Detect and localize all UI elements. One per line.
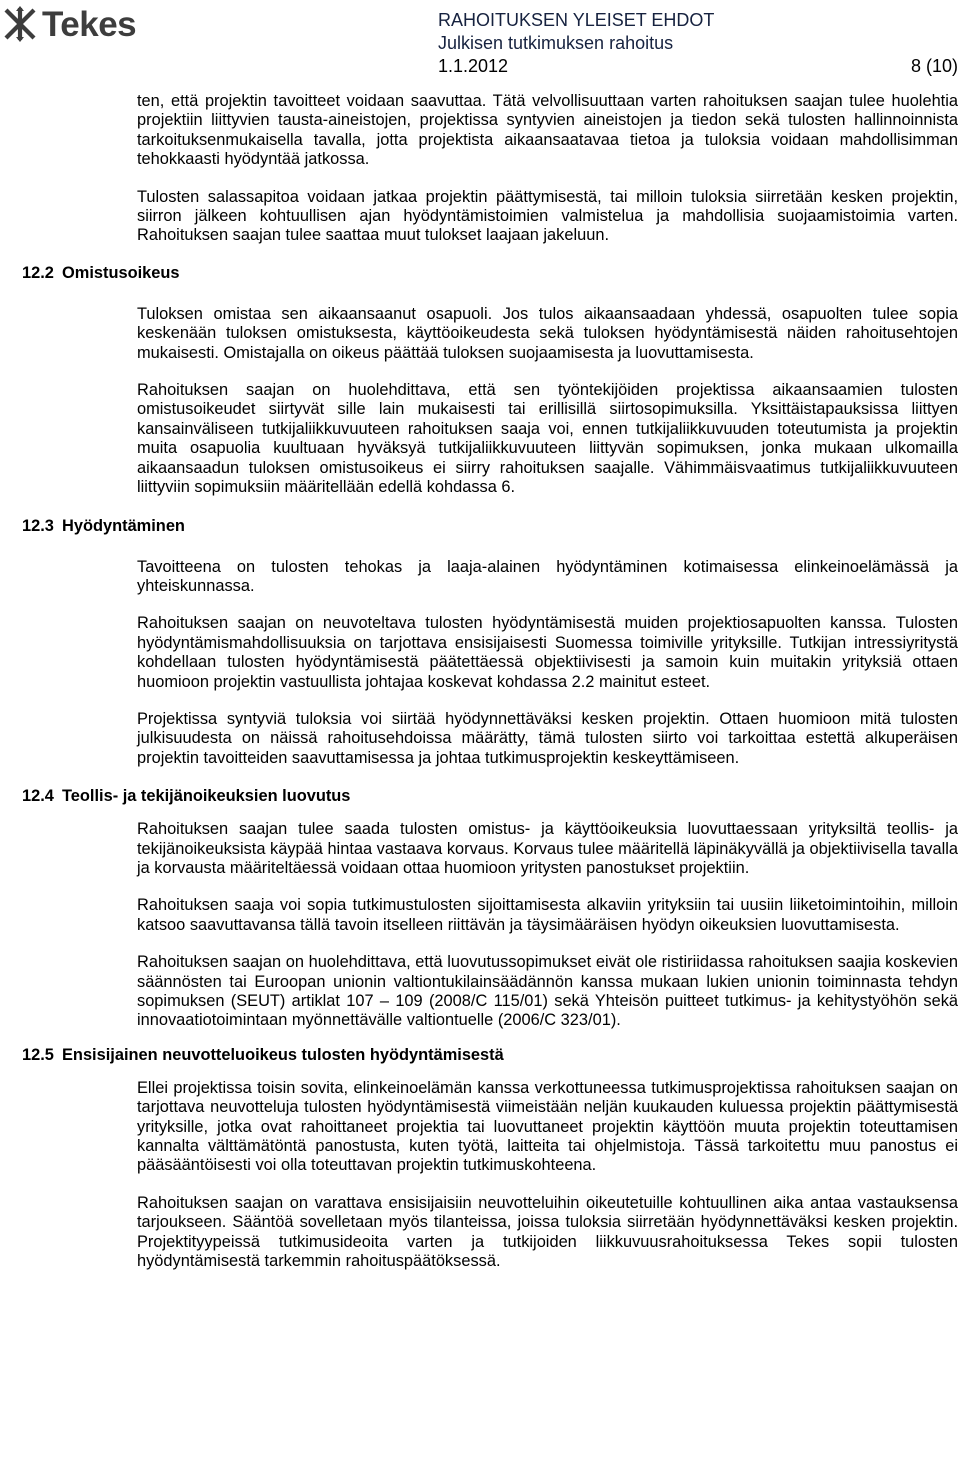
- section-paragraph: Rahoituksen saajan on huolehdittava, että sen työntekijöiden projektissa aikaansaamien tulosten omistusoikeudet siirtyvät sille lain mukaisesti tai erillisillä siirtosopimuksilla. Yksittäistapauksissa liittyen kansainväliseen tutkijaliikkuvuuteen rahoituksen saaja voi, ennen tutkijaliikkuvuuden toteutumista ja projektin muita osapuolia kuultuaan hyväksyä tutkijaliikkuvuuteen liittyvän sopimuksen, jonka mukaan ulkomailla aikaansaadun tuloksen omistusoikeus ei siirry rahoituksen saajalle. Vähimmäisvaatimus tutkijaliikkuvuuteen liittyviin sopimuksiin määritellään edellä kohdassa 6.: [137, 381, 958, 497]
- section-paragraph: Ellei projektissa toisin sovita, elinkeinoelämän kanssa verkottuneessa tutkimusprojektissa rahoituksen saajan on tarjottava neuvotteluja tulosten hyödyntämisestä viimeistään neljän kuukauden kuluessa projektin päättymisestä yrityksille, jotka ovat rahoittaneet projektia tai luovuttaneet projektin käyttöön muuta projektin toteuttamisen kannalta välttämätöntä panostusta, kuten työtä, laitteita tai ohjelmistoja. Tässä tarkoitettu muu panostus ei pääsääntöisesti voi olla toteuttavan projektin tutkimuskohteena.: [137, 1078, 958, 1175]
- section-paragraph: Rahoituksen saajan tulee saada tulosten omistus- ja käyttöoikeuksia luovuttaessaan yrityksiltä teollis- ja tekijänoikeuksista käypää hintaa vastaava korvaus. Korvaus tulee määritellä läpinäkyvällä ja objektiivisella tavalla ja korvausta määriteltäessä voidaan ottaa huomioon yritysten panostukset projektiin.: [137, 820, 958, 877]
- section-heading-12-2: [22, 263, 958, 283]
- section-heading-12-3: [22, 516, 958, 536]
- section-paragraph: Rahoituksen saajan on varattava ensisijaisiin neuvotteluihin oikeutetuille kohtuullinen aika antaa vastauksensa tarjoukseen. Sääntöä sovelletaan myös tilanteissa, joissa tuloksia siirretään hyödynnettäväksi kesken projektin. Projektityypeissä tutkimusideoita varten ja tutkijoiden liikkuvuusrahoituksessa Tekes sopii tulosten hyödyntämisestä tarkemmin rahoituspäätöksessä.: [137, 1193, 958, 1271]
- tekes-snowflake-icon: [2, 6, 38, 42]
- section-paragraph: Rahoituksen saajan on huolehdittava, että luovutussopimukset eivät ole ristiriidassa rahoituksen saajia koskevien säännösten tai Euroopan unionin valtiontukilainsäädännön kanssa mukaan lukien unionin toiminnasta tehdyn sopimuksen (SEUT) artiklat 107 – 109 (2008/C 115/01) sekä Yhteisön puitteet tutkimus- ja kehitystyöhön sekä innovaatiotoimintaan myönnettävälle valtiontuelle (2006/C 323/01).: [137, 953, 958, 1030]
- document-date: 1.1.2012: [438, 56, 509, 76]
- intro-paragraph-1: ten, että projektin tavoitteet voidaan saavuttaa. Tätä velvollisuuttaan varten rahoituksen saajan tulee huolehtia projektiin liittyvien tausta-aineistojen, projektissa syntyvien aineistojen ja tiedon sekä tulosten hallinnoinnista tarkoituksenmukaisella tavalla, jotta projektista aikaansaatavaa tietoa ja tuloksia voidaan mahdollisimman tehokkaasti hyödyntää jatkossa.: [137, 92, 958, 169]
- section-paragraph: Rahoituksen saajan on neuvoteltava tulosten hyödyntämisestä muiden projektiosapuolten kanssa. Tulosten hyödyntämismahdollisuuksia on tarjottava ensisijaisesti Suomessa toimiville yrityksille. Tutkijan intressiyritystä kohdellaan tulosten hyödyntämisestä päätettäessä objektiivisesti ja samoin kuin muitakin yrityksiä ottaen huomioon projektin vastuullista johtajaa koskevat kohdassa 2.2 mainitut esteet.: [137, 614, 958, 691]
- document-body: [22, 92, 958, 1271]
- logo-text: Tekes: [42, 4, 137, 44]
- section-title: Hyödyntäminen: [62, 516, 185, 535]
- section-heading-12-4: [22, 786, 958, 806]
- section-title: Ensisijainen neuvotteluoikeus tulosten hyödyntämisestä: [62, 1045, 504, 1064]
- section-number: 12.5: [22, 1045, 54, 1064]
- section-number: 12.3: [22, 516, 54, 535]
- tekes-logo: [2, 6, 136, 42]
- page-header: [0, 0, 960, 84]
- page-number: 8 (10): [910, 56, 958, 76]
- section-title: Teollis- ja tekijänoikeuksien luovutus: [62, 787, 351, 806]
- section-paragraph: Tuloksen omistaa sen aikaansaanut osapuoli. Jos tulos aikaansaadaan yhdessä, osapuolten tulee sopia keskenään tuloksen omistuksesta, käyttöoikeudesta sekä tuloksen hyödyntämisestä näiden rahoitusehtojen mukaisesti. Omistajalla on oikeus päättää tuloksen suojaamisesta ja luovuttamisesta.: [137, 304, 958, 362]
- section-paragraph: Projektissa syntyviä tuloksia voi siirtää hyödynnettäväksi kesken projektin. Ottaen huomioon mitä tulosten julkisuudesta on näissä rahoitusehdoissa määrätty, tämä tulosten siirto voi tarkoittaa estettä alkuperäisen projektin tavoitteiden saavuttamisessa ja johtaa tutkimusprojektin keskeyttämiseen.: [137, 709, 958, 767]
- section-paragraph: Tavoitteena on tulosten tehokas ja laaja-alainen hyödyntäminen kotimaisessa elinkeinoelämässä ja yhteiskunnassa.: [137, 557, 958, 595]
- document-subtitle: Julkisen tutkimuksen rahoitus: [438, 33, 674, 53]
- intro-paragraph-2: Tulosten salassapitoa voidaan jatkaa projektin päättymisestä, tai milloin tuloksia siirretään kesken projektin, siirron jälkeen kohtuullisen ajan hyödyntämistoimien valmistelua ja mahdollisia suojaamistoimia varten. Rahoituksen saajan tulee saattaa muut tulokset laajaan jakeluun.: [137, 187, 958, 245]
- section-number: 12.4: [22, 787, 54, 806]
- section-number: 12.2: [22, 263, 54, 282]
- section-title: Omistusoikeus: [62, 263, 180, 282]
- section-heading-12-5: [22, 1045, 958, 1065]
- header-info: [438, 9, 958, 78]
- date-row: [438, 55, 958, 78]
- section-paragraph: Rahoituksen saaja voi sopia tutkimustulosten sijoittamisesta alkaviin yrityksiin tai uusiin liiketoimintoihin, milloin katsoo saavuttavansa tällä tavoin itselleen riittävän ja täysimääräisen hyödyn oikeuksien luovuttamisesta.: [137, 896, 958, 934]
- document-title: RAHOITUKSEN YLEISET EHDOT: [438, 10, 715, 30]
